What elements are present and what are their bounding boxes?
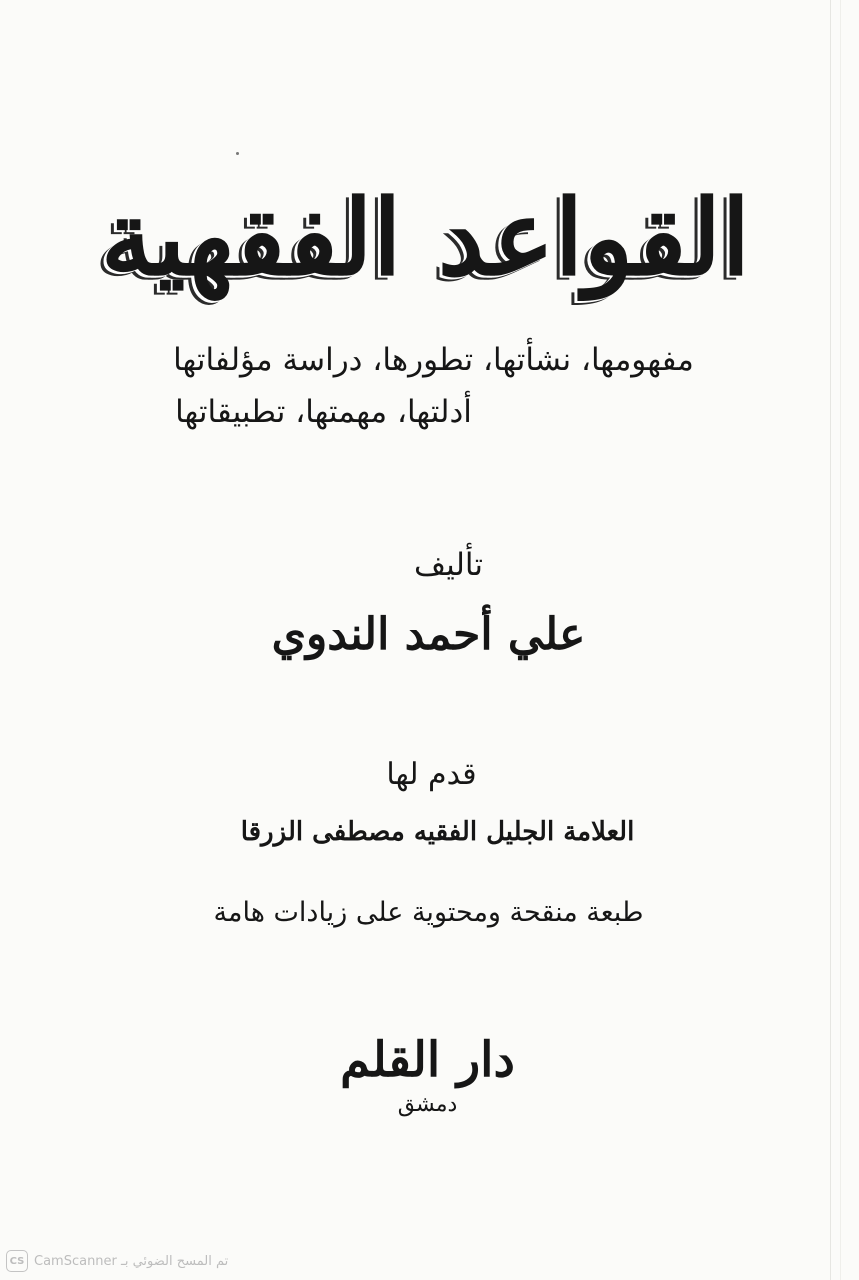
publisher-name: دار القلم [340, 1032, 515, 1088]
watermark-text: تم المسح الضوئي بـ CamScanner [34, 1253, 229, 1269]
edition-note: طبعة منقحة ومحتوية على زيادات هامة [213, 897, 644, 928]
subtitle-line-1: مفهومها، نشأتها، تطورها، دراسة مؤلفاتها [173, 342, 694, 378]
author-name: علي أحمد الندوي [271, 609, 586, 660]
ink-speck [236, 152, 239, 155]
introduction-label: قدم لها [386, 757, 477, 792]
book-title: القواعد الفقهية [100, 176, 751, 299]
scanner-watermark [6, 1250, 228, 1272]
publisher-city: دمشق [397, 1092, 458, 1117]
camscanner-logo-icon: CS [6, 1250, 28, 1272]
authorship-label: تأليف [414, 547, 483, 583]
subtitle-line-2: أدلتها، مهمتها، تطبيقاتها [175, 394, 472, 430]
introducer-name: العلامة الجليل الفقيه مصطفى الزرقا [240, 817, 635, 847]
